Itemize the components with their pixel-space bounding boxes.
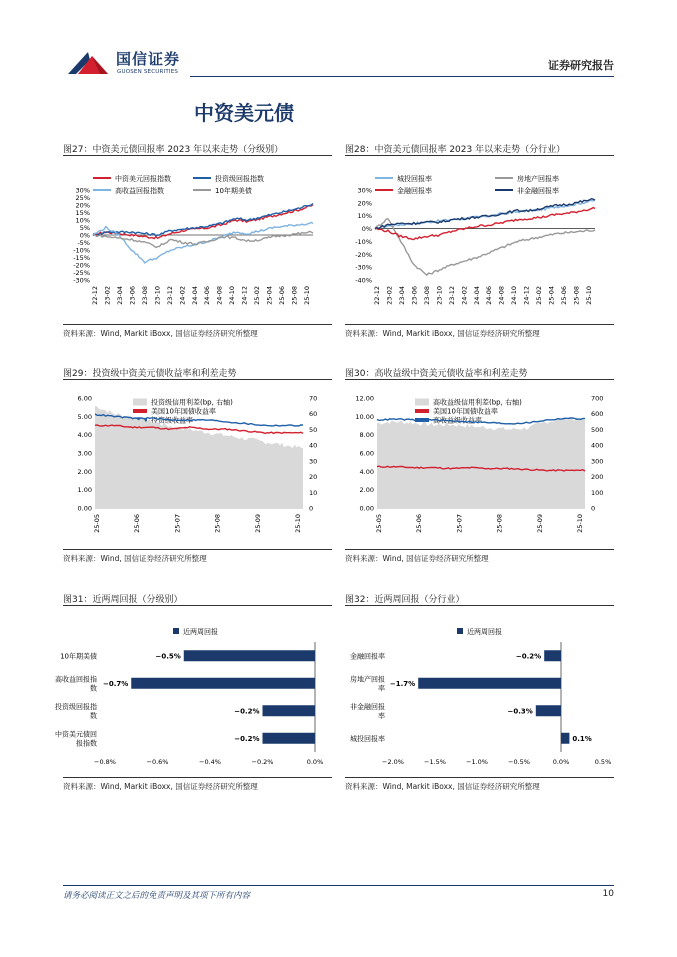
value-label: −0.2% xyxy=(515,652,542,661)
fig29-title: 图29：投资级中资美元债收益率和利差走势 xyxy=(63,369,237,379)
legend-swatch xyxy=(133,399,147,406)
y-tick-label: 1.00 xyxy=(77,486,92,495)
y-tick-label: 30% xyxy=(357,186,372,195)
legend-swatch xyxy=(173,628,179,634)
x-tick-label: −0.5% xyxy=(508,758,530,766)
legend-swatch xyxy=(457,628,463,634)
fig32-source: 资料来源：Wind, Markit iBoxx, 国信证券经济研究所整理 xyxy=(345,782,540,791)
fig29-source: 资料来源：Wind, 国信证券经济研究所整理 xyxy=(63,554,207,563)
category-label: 金融回报率 xyxy=(350,652,385,661)
x-tick-label: −0.6% xyxy=(146,758,169,766)
category-label: 率 xyxy=(378,711,385,720)
y-tick-label: 4.00 xyxy=(359,467,374,476)
fig27-source-rule xyxy=(63,324,332,325)
x-tick-label: 25-10 xyxy=(303,286,311,305)
series-line xyxy=(93,204,313,236)
y2-tick-label: 20 xyxy=(309,473,318,482)
legend-label: 非金融回报率 xyxy=(517,187,559,195)
x-tick-label: 25-04 xyxy=(547,286,556,305)
fig28-chart xyxy=(345,160,614,320)
legend-label: 美国10年国债收益率 xyxy=(433,407,498,416)
value-label: 0.1% xyxy=(572,734,592,743)
x-tick-label: 22-12 xyxy=(91,286,99,305)
y-tick-label: 5% xyxy=(79,224,90,232)
y-tick-label: -40% xyxy=(355,276,372,285)
bar xyxy=(418,678,561,689)
x-tick-label: 25-05 xyxy=(375,514,383,533)
x-tick-label: 24-02 xyxy=(460,286,469,305)
x-tick-label: 24-10 xyxy=(510,286,519,305)
y-tick-label: 0% xyxy=(79,231,90,240)
fig27-title-rule xyxy=(63,155,332,156)
y2-tick-label: 100 xyxy=(591,488,604,497)
y-tick-label: 6.00 xyxy=(359,449,374,458)
x-tick-label: 25-08 xyxy=(290,286,299,305)
x-tick-label: 24-04 xyxy=(472,286,481,305)
fig30-source-rule xyxy=(345,549,614,550)
y-tick-label: 12.00 xyxy=(355,394,374,403)
x-tick-label: 25-02 xyxy=(253,286,262,305)
category-label: 率 xyxy=(378,684,385,693)
x-tick-label: 25-07 xyxy=(455,514,464,533)
category-label: 数 xyxy=(90,711,97,720)
x-tick-label: 23-08 xyxy=(422,286,431,305)
x-tick-label: 24-02 xyxy=(178,286,187,305)
y-tick-label: 30% xyxy=(75,186,90,195)
y2-tick-label: 500 xyxy=(591,425,604,434)
x-tick-label: 23-06 xyxy=(410,286,419,305)
category-label: 数 xyxy=(90,684,97,693)
fig27-title: 图27：中资美元债回报率 2023 年以来走势（分级别） xyxy=(63,145,284,155)
y-tick-label: -25% xyxy=(73,269,90,277)
section-title: 中资美元债 xyxy=(194,101,294,125)
y-tick-label: 2.00 xyxy=(77,467,92,476)
y-tick-label: 0.00 xyxy=(77,504,92,513)
value-label: −1.7% xyxy=(389,679,416,688)
x-tick-label: 24-10 xyxy=(228,286,237,305)
fig28-source: 资料来源：Wind, Markit iBoxx, 国信证券经济研究所整理 xyxy=(345,329,540,338)
x-tick-label: 23-12 xyxy=(447,286,456,305)
bar xyxy=(184,650,315,661)
legend-swatch xyxy=(415,399,429,406)
x-tick-label: −0.8% xyxy=(94,758,116,766)
y-tick-label: 4.00 xyxy=(77,431,92,440)
x-tick-label: 0.0% xyxy=(552,758,570,766)
legend-label: 高收益级收益率 xyxy=(433,416,482,425)
x-tick-label: 25-04 xyxy=(265,286,274,305)
y-tick-label: 20% xyxy=(357,199,372,208)
x-tick-label: 25-10 xyxy=(585,286,593,305)
y-tick-label: 3.00 xyxy=(77,449,92,458)
y-tick-label: 10.00 xyxy=(355,412,374,421)
y-tick-label: 10% xyxy=(75,216,90,225)
x-tick-label: 25-06 xyxy=(133,514,142,533)
x-tick-label: 24-04 xyxy=(190,286,199,305)
x-tick-label: −0.2% xyxy=(251,758,274,766)
fig28-title-rule xyxy=(345,155,614,156)
x-tick-label: 23-08 xyxy=(140,286,149,305)
x-tick-label: 22-12 xyxy=(373,286,381,305)
legend-label: 金融回报率 xyxy=(397,187,432,195)
x-tick-label: 23-12 xyxy=(165,286,174,305)
x-tick-label: 25-09 xyxy=(253,514,262,533)
y-tick-label: -20% xyxy=(73,261,90,270)
logo-mark-icon xyxy=(66,48,110,78)
legend-label: 近两周回报 xyxy=(467,628,502,636)
fig28-title: 图28：中资美元债回报率 2023 年以来走势（分行业） xyxy=(345,145,566,155)
logo-text: 国信证券 xyxy=(116,50,181,68)
fig32-chart xyxy=(345,612,614,772)
bar xyxy=(131,678,315,689)
y-tick-label: 2.00 xyxy=(359,486,374,495)
x-tick-label: 23-04 xyxy=(397,286,406,305)
x-tick-label: −0.4% xyxy=(199,758,221,766)
y-tick-label: 6.00 xyxy=(77,394,92,403)
x-tick-label: 23-02 xyxy=(385,286,394,305)
y-tick-label: 20% xyxy=(75,201,90,210)
x-tick-label: 25-05 xyxy=(93,514,101,533)
x-tick-label: 24-08 xyxy=(497,286,506,305)
spread-area xyxy=(377,417,585,508)
legend-label: 高收益级信用利差(bp, 右轴) xyxy=(433,398,522,407)
page-number: 10 xyxy=(602,889,614,899)
bar xyxy=(544,650,561,661)
legend-label: 投资级信用利差(bp, 右轴) xyxy=(151,398,233,407)
fig32-title: 图32：近两周回报（分行业） xyxy=(345,595,465,605)
fig31-title-rule xyxy=(63,605,332,606)
category-label: 10年期美债 xyxy=(60,652,97,661)
value-label: −0.2% xyxy=(234,734,260,743)
x-tick-label: 25-02 xyxy=(535,286,544,305)
x-tick-label: 0.0% xyxy=(306,758,324,766)
y2-tick-label: 200 xyxy=(591,473,604,482)
x-tick-label: −1.0% xyxy=(466,758,488,766)
x-tick-label: 25-06 xyxy=(278,286,287,305)
category-label: 非金融回报 xyxy=(350,702,385,711)
legend-label: 中资美元回报指数 xyxy=(115,175,171,183)
y2-tick-label: 600 xyxy=(591,410,604,419)
x-tick-label: 23-02 xyxy=(103,286,112,305)
value-label: −0.7% xyxy=(102,679,129,688)
fig31-source: 资料来源：Wind, Markit iBoxx, 国信证券经济研究所整理 xyxy=(63,782,258,791)
fig31-chart xyxy=(55,612,332,772)
y2-tick-label: 300 xyxy=(591,457,604,466)
x-tick-label: 23-10 xyxy=(435,286,444,305)
x-tick-label: −2.0% xyxy=(382,758,404,766)
legend-swatch xyxy=(415,409,429,413)
y-tick-label: 8.00 xyxy=(359,431,374,440)
y2-tick-label: 400 xyxy=(591,441,604,450)
legend-label: 高收益回报指数 xyxy=(115,187,164,195)
x-tick-label: 25-07 xyxy=(173,514,182,533)
y2-tick-label: 70 xyxy=(309,394,318,403)
fig30-title: 图30：高收益级中资美元债收益率和利差走势 xyxy=(345,369,528,379)
y2-tick-label: 50 xyxy=(309,425,318,434)
bar xyxy=(263,705,316,716)
x-tick-label: −1.5% xyxy=(424,758,446,766)
legend-label: 城投回报率 xyxy=(397,175,432,183)
y2-tick-label: 40 xyxy=(309,441,318,450)
logo-subtitle: GUOSEN SECURITIES xyxy=(117,69,179,75)
legend-swatch xyxy=(133,409,147,413)
legend-label: 10年期美债 xyxy=(215,187,252,195)
x-tick-label: 23-10 xyxy=(153,286,162,305)
y-tick-label: 15% xyxy=(75,209,90,217)
category-label: 高收益回报指 xyxy=(55,675,97,684)
fig32-title-rule xyxy=(345,605,614,606)
y-tick-label: -20% xyxy=(355,250,372,259)
y-tick-label: 0.00 xyxy=(359,504,374,513)
y-tick-label: -10% xyxy=(73,246,90,255)
x-tick-label: 25-06 xyxy=(415,514,424,533)
bar xyxy=(561,733,569,744)
x-tick-label: 25-10 xyxy=(294,514,303,533)
y-tick-label: -30% xyxy=(355,263,372,272)
legend-label: 投资级回报指数 xyxy=(215,175,264,183)
y-tick-label: -5% xyxy=(77,239,90,247)
fig32-source-rule xyxy=(345,777,614,778)
x-tick-label: 25-08 xyxy=(572,286,581,305)
x-tick-label: 25-10 xyxy=(576,514,585,533)
value-label: −0.3% xyxy=(507,707,533,716)
x-tick-label: 24-12 xyxy=(240,286,249,305)
y2-tick-label: 60 xyxy=(309,410,318,419)
legend-label: 近两周回报 xyxy=(183,628,218,636)
legend-label: 投资级收益率 xyxy=(151,416,193,425)
x-tick-label: 25-08 xyxy=(213,514,222,533)
x-tick-label: 23-04 xyxy=(115,286,124,305)
category-label: 城投回报率 xyxy=(350,734,385,743)
x-tick-label: 25-09 xyxy=(535,514,544,533)
legend-label: 美国10年国债收益率 xyxy=(151,407,216,416)
legend-label: 房地产回报率 xyxy=(517,175,559,183)
y2-tick-label: 30 xyxy=(309,457,318,466)
fig29-title-rule xyxy=(63,379,332,380)
y-tick-label: 10% xyxy=(357,212,372,221)
value-label: −0.5% xyxy=(155,652,181,661)
y2-tick-label: 10 xyxy=(309,488,318,497)
x-tick-label: 24-12 xyxy=(522,286,531,305)
spread-area xyxy=(95,406,303,508)
fig31-source-rule xyxy=(63,777,332,778)
value-label: −0.2% xyxy=(234,707,260,716)
fig29-source-rule xyxy=(63,549,332,550)
category-label: 投资级回报指 xyxy=(55,702,97,711)
report-type: 证券研究报告 xyxy=(548,59,614,72)
fig30-chart xyxy=(345,384,614,544)
x-tick-label: 24-06 xyxy=(485,286,494,305)
fig30-source: 资料来源：Wind, 国信证券经济研究所整理 xyxy=(345,554,489,563)
y-tick-label: 5.00 xyxy=(77,412,92,421)
x-tick-label: 0.5% xyxy=(594,758,612,766)
y-tick-label: 25% xyxy=(75,194,90,202)
y2-tick-label: 700 xyxy=(591,394,604,403)
x-tick-label: 24-06 xyxy=(203,286,212,305)
bar xyxy=(263,733,316,744)
category-label: 中资美元债回 xyxy=(55,730,97,739)
header-rule xyxy=(190,76,614,77)
x-tick-label: 23-06 xyxy=(128,286,137,305)
bar xyxy=(536,705,561,716)
category-label: 报指数 xyxy=(76,739,97,748)
y-tick-label: -15% xyxy=(73,254,90,262)
x-tick-label: 24-08 xyxy=(215,286,224,305)
y2-tick-label: 0 xyxy=(591,504,596,513)
fig29-chart xyxy=(63,384,332,544)
series-line xyxy=(93,205,313,239)
fig30-title-rule xyxy=(345,379,614,380)
category-label: 房地产回报 xyxy=(350,675,385,684)
y-tick-label: -30% xyxy=(73,276,90,285)
fig27-chart xyxy=(63,160,332,320)
y-tick-label: -10% xyxy=(355,237,372,246)
footer-rule xyxy=(63,885,614,886)
fig27-source: 资料来源：Wind, Markit iBoxx, 国信证券经济研究所整理 xyxy=(63,329,258,338)
footer-disclaimer: 请务必阅读正文之后的免责声明及其项下所有内容 xyxy=(63,891,251,901)
series-line xyxy=(375,219,595,275)
x-tick-label: 25-08 xyxy=(495,514,504,533)
fig31-title: 图31：近两周回报（分级别） xyxy=(63,595,183,605)
y-tick-label: 0% xyxy=(361,225,372,234)
x-tick-label: 25-06 xyxy=(560,286,569,305)
fig28-source-rule xyxy=(345,324,614,325)
y2-tick-label: 0 xyxy=(309,504,314,513)
